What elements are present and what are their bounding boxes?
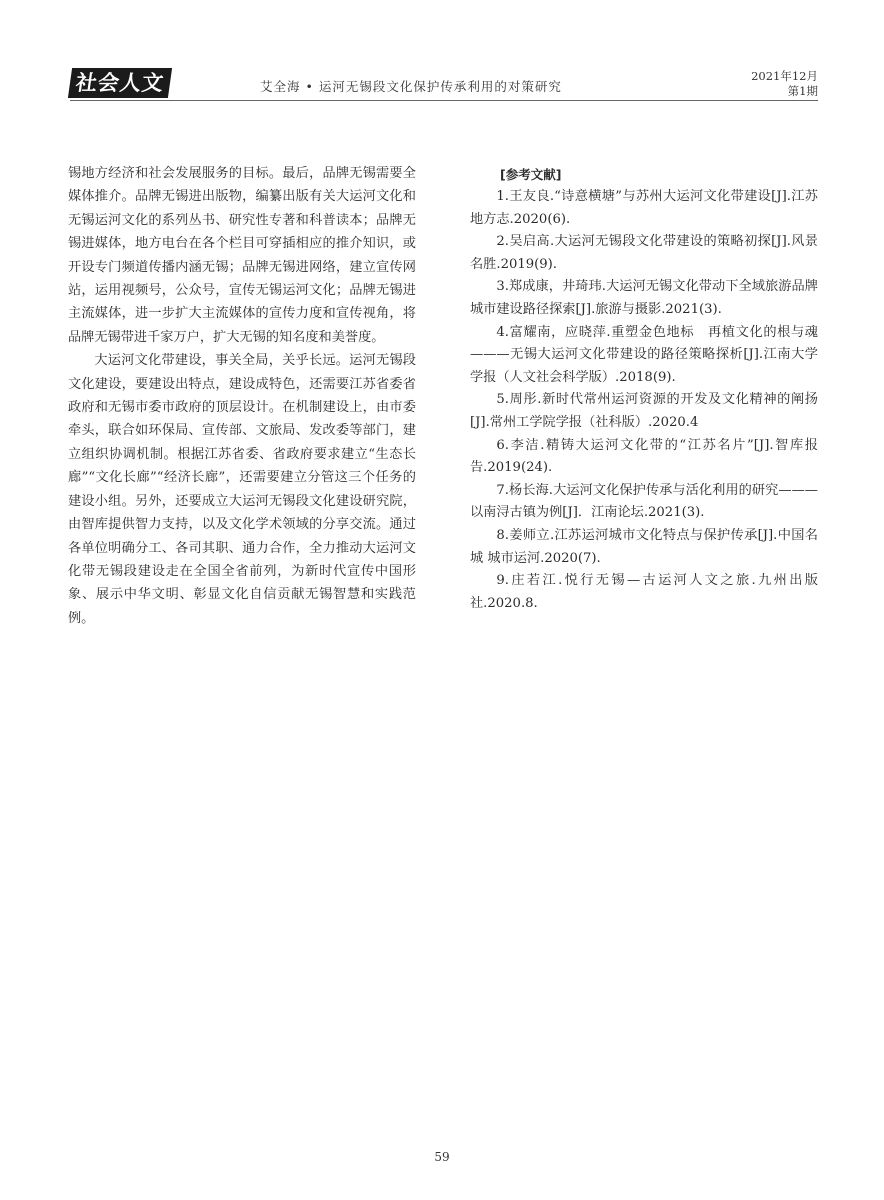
issue-number: 第1期 (787, 84, 818, 98)
body-text-column (68, 162, 416, 630)
body-paragraph: 锡地方经济和社会发展服务的目标。最后，品牌无锡需要全媒体推介。品牌无锡进出版物，编纂出版有关大运河文化和无锡运河文化的系列丛书、研究性专著和科普读本；品牌无锡进媒体，地方电台在各个栏目可穿插相应的推介知识，或开设专门频道传播内涵无锡；品牌无锡进网络，建立宣传网站，运用视频号，公众号，宣传无锡运河文化；品牌无锡进主流媒体，进一步扩大主流媒体的宣传力度和宣传视角，将品牌无锡带进千家万户，扩大无锡的知名度和美誉度。 (68, 166, 416, 345)
reference-item: 8.姜师立.江苏运河城市文化特点与保护传承[J].中国名城 城市运河.2020(7). (470, 527, 818, 566)
reference-item: 4.富耀南，应晓萍.重塑金色地标 再植文化的根与魂———无锡大运河文化带建设的路径策略探析[J].江南大学学报（人文社会科学版）.2018(9). (470, 324, 818, 385)
issue-date: 2021年12月 (751, 69, 818, 83)
reference-item: 5.周彤.新时代常州运河资源的开发及文化精神的阐扬[J].常州工学院学报（社科版）.2020.4 (470, 392, 818, 430)
page-header (0, 0, 884, 140)
reference-item: 9.庄若江.悦行无锡—古运河人文之旅.九州出版社.2020.8. (470, 573, 818, 611)
running-title: 艾全海 • 运河无锡段文化保护传承利用的对策研究 (260, 79, 562, 94)
reference-item: 7.杨长海.大运河文化保护传承与活化利用的研究———以南浔古镇为例[J]．江南论坛.2021(3). (470, 482, 818, 521)
journal-logo: 社会人文 (68, 68, 172, 98)
issue-info (738, 69, 818, 99)
reference-item: 3.郑成康，井琦玮.大运河无锡文化带动下全域旅游品牌城市建设路径探索[J].旅游与摄影.2021(3). (470, 279, 818, 317)
reference-item: 1.王友良.“诗意横塘”与苏州大运河文化带建设[J].江苏地方志.2020(6). (470, 189, 818, 227)
reference-item: 2.吴启高.大运河无锡段文化带建设的策略初探[J].风景名胜.2019(9). (470, 234, 818, 272)
header-divider (70, 100, 818, 101)
body-paragraph: 大运河文化带建设，事关全局，关乎长远。运河无锡段文化建设，要建设出特点，建设成特色，还需要江苏省委省政府和无锡市委市政府的顶层设计。在机制建设上，由市委牵头，联合如环保局、宣传部、文旅局、发改委等部门，建立组织协调机制。根据江苏省委、省政府要求建立“生态长廊”“文化长廊”“经济长廊”，还需要建立分管这三个任务的建设小组。另外，还要成立大运河无锡段文化建设研究院，由智库提供智力支持，以及文化学术领域的分享交流。通过各单位明确分工、各司其职、通力合作，全力推动大运河文化带无锡段建设走在全国全省前列，为新时代宣传中国形象、展示中华文明、彰显文化自信贡献无锡智慧和实践范例。 (68, 353, 416, 626)
references-section (470, 162, 818, 615)
references-heading: [参考文献] (500, 167, 562, 182)
page-number: 59 (434, 1150, 450, 1164)
reference-item: 6.李洁.精铸大运河文化带的“江苏名片”[J].智库报告.2019(24). (470, 437, 818, 476)
